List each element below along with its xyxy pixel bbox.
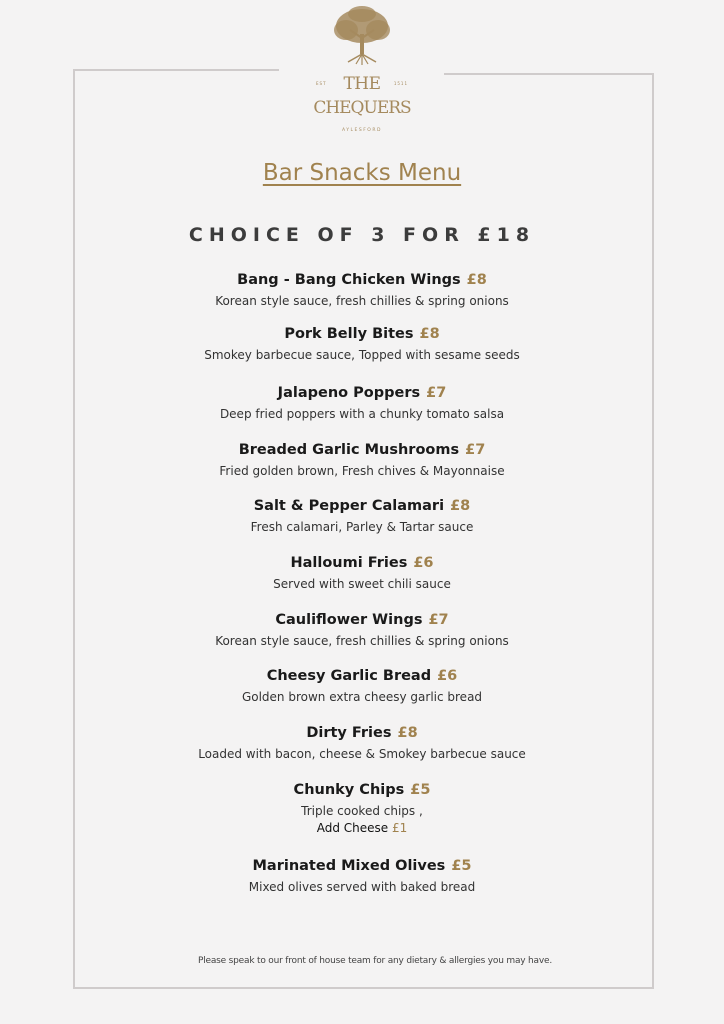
item-name: Cheesy Garlic Bread xyxy=(266,668,432,684)
item-title xyxy=(0,611,724,629)
item-price: £8 xyxy=(450,498,471,514)
item-title xyxy=(0,667,724,685)
item-name: Chunky Chips xyxy=(293,782,405,798)
item-title xyxy=(0,271,724,289)
item-price: £8 xyxy=(397,725,418,741)
item-title xyxy=(0,325,724,343)
frame-bottom xyxy=(73,987,654,989)
tree-icon xyxy=(300,4,424,74)
item-description: Deep fried poppers with a chunky tomato salsa xyxy=(219,407,505,421)
item-description: Smokey barbecue sauce, Topped with sesame seeds xyxy=(204,348,520,362)
menu-item xyxy=(0,497,724,536)
menu-item xyxy=(0,384,724,423)
item-price: £5 xyxy=(451,858,472,874)
allergy-note: Please speak to our front of house team for any dietary & allergies you may have. xyxy=(198,956,552,966)
item-description: Loaded with bacon, cheese & Smokey barbecue sauce xyxy=(198,747,526,761)
item-price: £6 xyxy=(413,555,434,571)
item-description: Fried golden brown, Fresh chives & Mayonnaise xyxy=(219,464,505,478)
item-title xyxy=(0,857,724,875)
logo-est: EST xyxy=(316,81,327,86)
item-title xyxy=(0,497,724,515)
frame-top-right xyxy=(444,73,654,75)
item-title xyxy=(0,441,724,459)
item-name: Marinated Mixed Olives xyxy=(252,858,446,874)
offer-heading: CHOICE OF 3 FOR £18 xyxy=(188,224,536,246)
item-name: Bang - Bang Chicken Wings xyxy=(237,272,461,288)
item-description: Fresh calamari, Parley & Tartar sauce xyxy=(250,520,474,534)
item-name: Halloumi Fries xyxy=(290,555,408,571)
item-title xyxy=(0,724,724,742)
menu-item xyxy=(0,554,724,593)
menu-item xyxy=(0,271,724,310)
menu-item xyxy=(0,667,724,706)
menu-item xyxy=(0,325,724,364)
menu-title: Bar Snacks Menu xyxy=(262,160,462,186)
item-price: £5 xyxy=(410,782,431,798)
item-description: Golden brown extra cheesy garlic bread xyxy=(241,690,483,704)
item-name: Cauliflower Wings xyxy=(275,612,423,628)
item-name: Pork Belly Bites xyxy=(284,326,414,342)
item-price: £8 xyxy=(419,326,440,342)
item-description: Mixed olives served with baked bread xyxy=(248,880,476,894)
logo-year: 1511 xyxy=(393,81,408,86)
logo-the: THE xyxy=(343,74,381,94)
item-description: Korean style sauce, fresh chillies & spring onions xyxy=(215,294,509,308)
item-name: Jalapeno Poppers xyxy=(277,385,421,401)
menu-item xyxy=(0,781,724,837)
item-name: Breaded Garlic Mushrooms xyxy=(238,442,460,458)
extra-price: £1 xyxy=(391,821,408,835)
item-title xyxy=(0,554,724,572)
item-price: £7 xyxy=(426,385,447,401)
item-name: Salt & Pepper Calamari xyxy=(253,498,445,514)
item-title xyxy=(0,384,724,402)
menu-item xyxy=(0,611,724,650)
item-price: £7 xyxy=(428,612,449,628)
item-price: £7 xyxy=(465,442,486,458)
item-price: £8 xyxy=(466,272,487,288)
item-name: Dirty Fries xyxy=(306,725,392,741)
item-description: Korean style sauce, fresh chillies & spring onions xyxy=(215,634,509,648)
item-title xyxy=(0,781,724,799)
item-description: Served with sweet chili sauce xyxy=(273,577,451,591)
frame-top-left xyxy=(73,69,279,71)
logo-name: CHEQUERS xyxy=(313,98,411,118)
item-description: Triple cooked chips , xyxy=(301,804,423,818)
menu-item xyxy=(0,857,724,896)
logo-town: AYLESFORD xyxy=(342,128,382,133)
item-extra xyxy=(0,820,724,837)
item-price: £6 xyxy=(437,668,458,684)
menu-item xyxy=(0,724,724,763)
extra-label: Add Cheese xyxy=(316,821,389,835)
logo xyxy=(300,4,424,140)
menu-item xyxy=(0,441,724,480)
